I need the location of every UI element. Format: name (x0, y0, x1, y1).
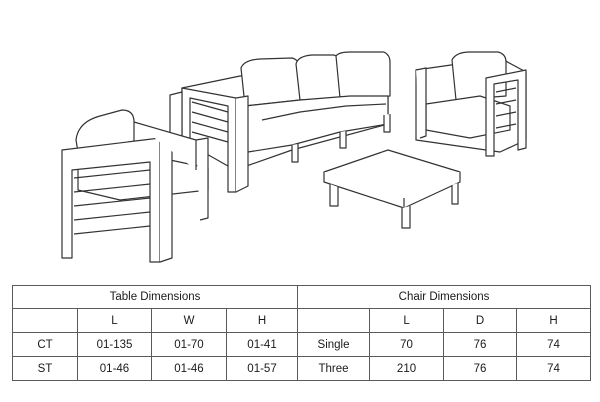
empty-header-cell (298, 309, 370, 333)
chair-type: Three (298, 357, 370, 381)
table-row (13, 357, 591, 381)
table-cell: 74 (517, 357, 591, 381)
table-cell: 70 (370, 333, 444, 357)
table-cell: 01-135 (78, 333, 152, 357)
table-dimensions-heading: Table Dimensions (13, 286, 298, 309)
table-cell: 01-46 (78, 357, 152, 381)
table-cell: 76 (444, 357, 517, 381)
coffee-table-drawing (324, 150, 460, 228)
column-header: W (152, 309, 227, 333)
table-cell: 01-57 (227, 357, 298, 381)
column-header: D (444, 309, 517, 333)
column-header: H (517, 309, 591, 333)
table-cell: 74 (517, 333, 591, 357)
table-cell: 01-46 (152, 357, 227, 381)
chair-dimensions-heading: Chair Dimensions (298, 286, 591, 309)
dimensions-table (12, 285, 591, 381)
column-header: L (78, 309, 152, 333)
empty-header-cell (13, 309, 78, 333)
table-cell: 76 (444, 333, 517, 357)
section-header-row (13, 286, 591, 309)
table-row (13, 333, 591, 357)
table-cell: 01-41 (227, 333, 298, 357)
row-code: CT (13, 333, 78, 357)
right-armchair-drawing (416, 52, 526, 156)
column-header: L (370, 309, 444, 333)
column-header-row (13, 309, 591, 333)
table-cell: 01-70 (152, 333, 227, 357)
row-code: ST (13, 357, 78, 381)
column-header: H (227, 309, 298, 333)
chair-type: Single (298, 333, 370, 357)
table-cell: 210 (370, 357, 444, 381)
